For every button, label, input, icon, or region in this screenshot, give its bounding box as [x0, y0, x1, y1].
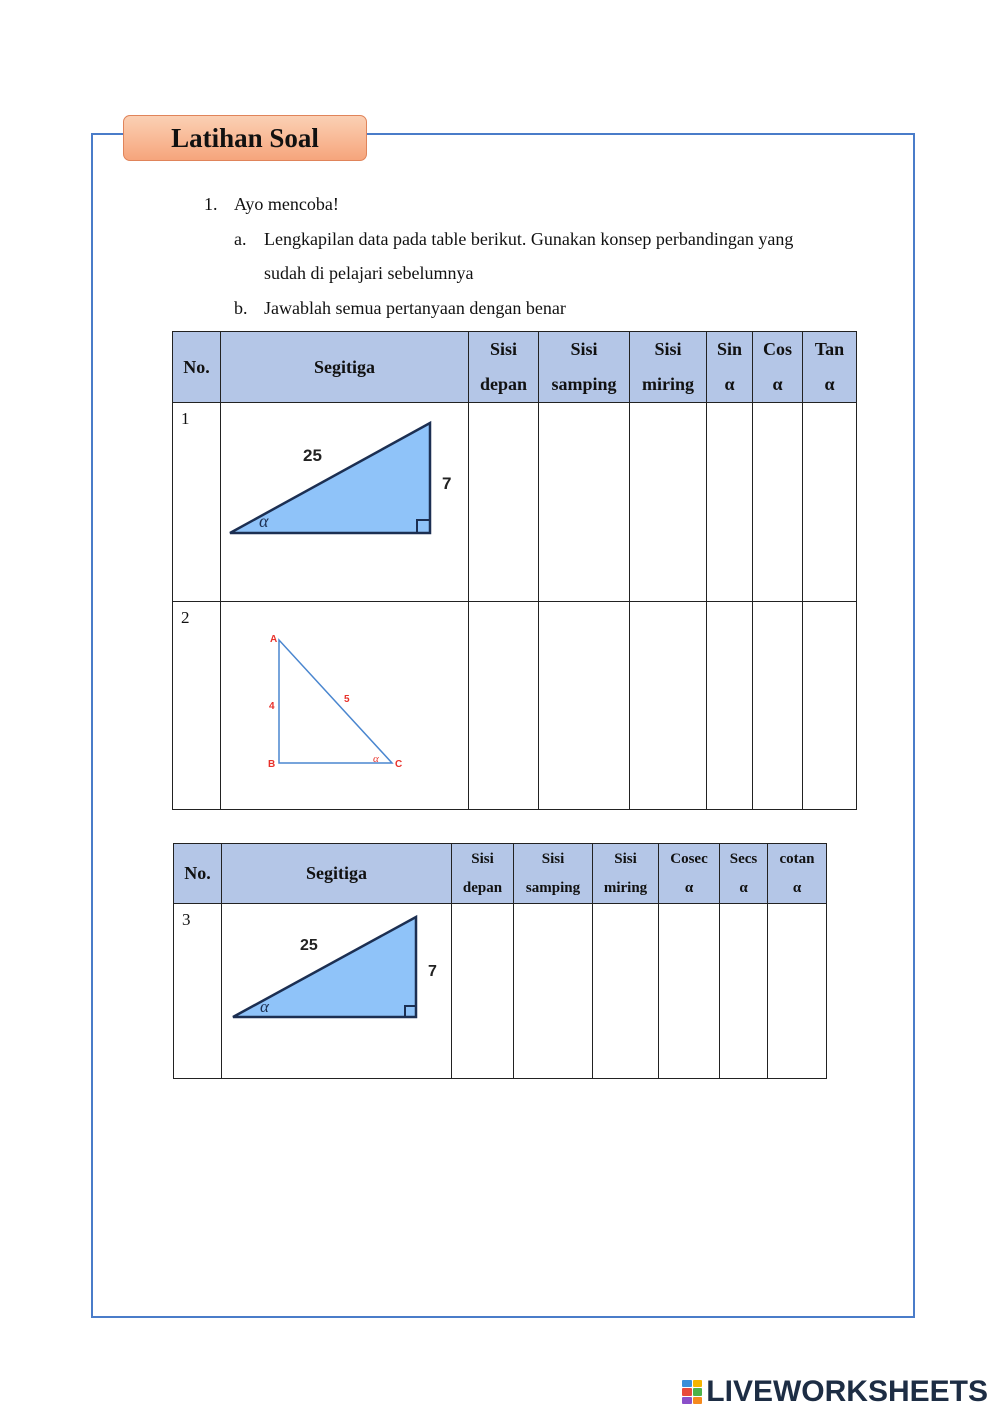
header-sisi-depan: Sisi depan	[452, 844, 514, 904]
vertex-c-label: C	[395, 759, 403, 770]
header-cotan: cotan α	[768, 844, 827, 904]
answer-cell[interactable]	[514, 904, 593, 1079]
answer-cell[interactable]	[803, 403, 857, 602]
answer-cell[interactable]	[593, 904, 659, 1079]
item-a-line2: sudah di pelajari sebelumnya	[264, 263, 474, 283]
header-cosec: Cosec α	[659, 844, 720, 904]
item-b-letter: b.	[234, 298, 248, 318]
triangle-cell	[222, 904, 452, 1079]
header-tan: Tan α	[803, 332, 857, 403]
row-number: 2	[173, 602, 221, 810]
item-a-letter: a.	[234, 229, 247, 249]
side-ac-label: 5	[344, 694, 350, 705]
answer-cell[interactable]	[469, 602, 539, 810]
answer-cell[interactable]	[630, 602, 707, 810]
header-sisi-depan: Sisi depan	[469, 332, 539, 403]
row-number: 3	[174, 904, 222, 1079]
table-row	[174, 904, 827, 1079]
header-sin: Sin α	[707, 332, 753, 403]
table-header-row	[174, 844, 827, 904]
question-text: Ayo mencoba!	[234, 194, 339, 214]
liveworksheets-logo	[682, 1375, 988, 1409]
answer-cell[interactable]	[452, 904, 514, 1079]
side-label: 7	[428, 963, 437, 980]
answer-cell[interactable]	[707, 403, 753, 602]
answer-cell[interactable]	[539, 403, 630, 602]
triangle-cell	[221, 403, 469, 602]
answer-cell[interactable]	[539, 602, 630, 810]
triangle-diagram	[222, 904, 450, 1076]
header-no: No.	[173, 332, 221, 403]
header-secs: Secs α	[720, 844, 768, 904]
triangle-diagram	[221, 602, 467, 807]
trig-table-1	[172, 331, 857, 810]
header-segitiga: Segitiga	[221, 332, 469, 403]
triangle-cell	[221, 602, 469, 810]
table-header-row	[173, 332, 857, 403]
logo-text: LIVEWORKSHEETS	[706, 1375, 988, 1408]
header-segitiga: Segitiga	[222, 844, 452, 904]
answer-cell[interactable]	[753, 403, 803, 602]
angle-label: α	[373, 753, 379, 765]
header-sisi-samping: Sisi samping	[514, 844, 593, 904]
trig-table-2	[173, 843, 827, 1079]
triangle-shape	[279, 640, 392, 763]
answer-cell[interactable]	[753, 602, 803, 810]
hypotenuse-label: 25	[303, 446, 322, 465]
answer-cell[interactable]	[469, 403, 539, 602]
header-cos: Cos α	[753, 332, 803, 403]
header-sisi-miring: Sisi miring	[593, 844, 659, 904]
answer-cell[interactable]	[803, 602, 857, 810]
item-a-line1: Lengkapilan data pada table berikut. Gunakan konsep perbandingan yang	[264, 229, 794, 249]
item-b-line1: Jawablah semua pertanyaan dengan benar	[264, 298, 566, 318]
answer-cell[interactable]	[720, 904, 768, 1079]
header-no: No.	[174, 844, 222, 904]
table-row	[173, 403, 857, 602]
side-ab-label: 4	[269, 701, 275, 712]
angle-label: α	[259, 511, 269, 531]
hypotenuse-label: 25	[300, 937, 318, 954]
triangle-diagram	[221, 403, 467, 599]
answer-cell[interactable]	[707, 602, 753, 810]
row-number: 1	[173, 403, 221, 602]
table-row	[173, 602, 857, 810]
answer-cell[interactable]	[659, 904, 720, 1079]
vertex-a-label: A	[270, 634, 278, 645]
side-label: 7	[442, 474, 452, 493]
answer-cell[interactable]	[630, 403, 707, 602]
section-title: Latihan Soal	[123, 115, 367, 161]
question-number: 1.	[204, 194, 218, 214]
answer-cell[interactable]	[768, 904, 827, 1079]
header-sisi-samping: Sisi samping	[539, 332, 630, 403]
header-sisi-miring: Sisi miring	[630, 332, 707, 403]
angle-label: α	[260, 997, 269, 1016]
vertex-b-label: B	[268, 759, 276, 770]
logo-grid-icon	[682, 1380, 702, 1404]
